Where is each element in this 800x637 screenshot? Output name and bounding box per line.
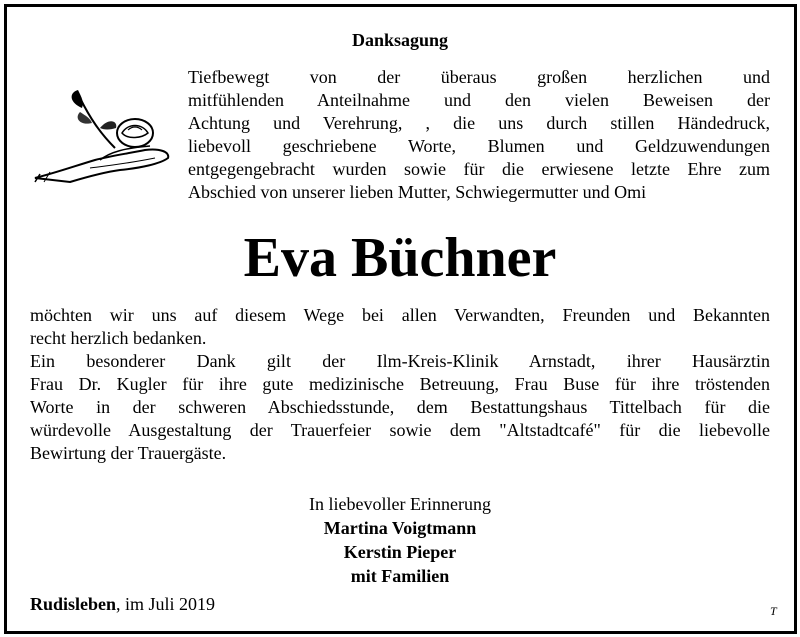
body-line: Bewirtung der Trauergäste. [30, 443, 227, 463]
intro-paragraph [188, 66, 770, 204]
intro-line: mitfühlenden Anteilnahme und den vielen Beweisen der [188, 90, 770, 110]
body-line: Ein besonderer Dank gilt der Ilm-Kreis-Klinik Arnstadt, ihrer Hausärztin [30, 351, 770, 371]
place-town: Rudisleben [30, 594, 117, 614]
place-date-text: , im Juli 2019 [116, 594, 216, 614]
signatory-name: Martina Voigtmann [323, 518, 477, 538]
body-line: Worte in der schweren Abschiedsstunde, dem Bestattungshaus Tittelbach für die [30, 397, 770, 417]
signatory-name: Kerstin Pieper [343, 542, 457, 562]
deceased-name: Eva Büchner [243, 227, 557, 289]
closing-block [0, 492, 800, 588]
hand-with-rose-icon [30, 78, 180, 188]
intro-line: Achtung und Verehrung, , die uns durch stillen Händedruck, [188, 113, 770, 133]
body-line: möchten wir uns auf diesem Wege bei allen Verwandten, Freunden und Bekannten [30, 305, 770, 325]
place-date [30, 594, 215, 615]
intro-line: entgegengebracht wurden sowie für die erwiesene letzte Ehre zum [188, 159, 770, 179]
intro-line: liebevoll geschriebene Worte, Blumen und Geldzuwendungen [188, 136, 770, 156]
body-line: würdevolle Ausgestaltung der Trauerfeier sowie dem "Altstadtcafé" für die liebevolle [30, 420, 770, 440]
notice-heading: Danksagung [351, 30, 449, 50]
body-paragraph [30, 304, 770, 465]
intro-line: Abschied von unserer lieben Mutter, Schwiegermutter und Omi [188, 182, 647, 202]
body-line: recht herzlich bedanken. [30, 328, 207, 348]
intro-line: Tiefbewegt von der überaus großen herzlichen und [188, 67, 770, 87]
publisher-mark: T [770, 604, 777, 618]
closing-phrase: In liebevoller Erinnerung [309, 494, 491, 514]
signatory-family: mit Familien [350, 566, 450, 586]
body-line: Frau Dr. Kugler für ihre gute medizinische Betreuung, Frau Buse für ihre tröstenden [30, 374, 770, 394]
